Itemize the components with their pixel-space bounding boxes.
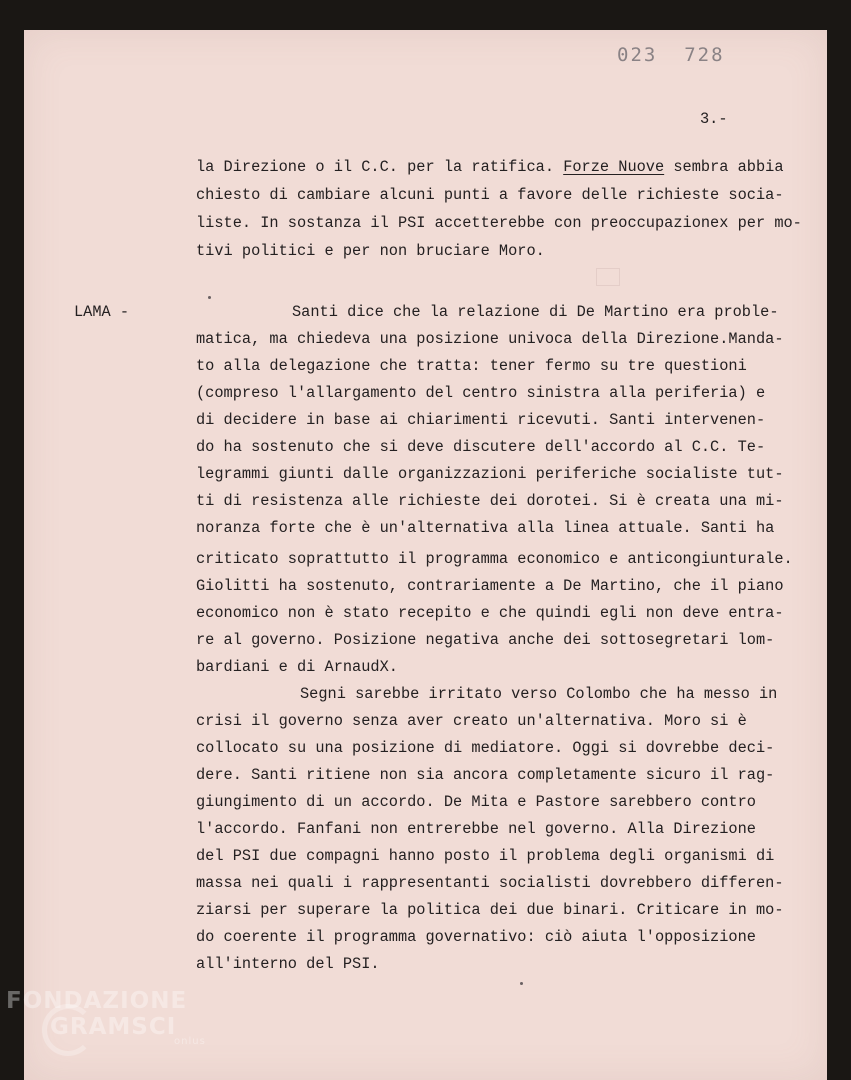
paragraph1-line: do ha sostenuto che si deve discutere dell'accordo al C.C. Te- <box>196 438 766 456</box>
paragraph1-line: legrammi giunti dalle organizzazioni periferiche socialiste tut- <box>196 465 784 483</box>
paragraph2-line: collocato su una posizione di mediatore. Oggi si dovrebbe deci- <box>196 739 775 757</box>
watermark-line3: onlus <box>174 1036 206 1047</box>
faint-paper-mark <box>596 268 620 286</box>
paragraph2-line: crisi il governo senza aver creato un'alternativa. Moro si è <box>196 712 747 730</box>
paragraph1-line: criticato soprattutto il programma economico e anticongiunturale. <box>196 550 793 568</box>
intro-line: liste. In sostanza il PSI accetterebbe con preoccupazionex per mo- <box>196 214 802 232</box>
intro-line <box>196 158 784 176</box>
paragraph1-line: matica, ma chiedeva una posizione univoca della Direzione.Manda- <box>196 330 784 348</box>
paragraph2-line: dere. Santi ritiene non sia ancora completamente sicuro il rag- <box>196 766 775 784</box>
paragraph2-line: del PSI due compagni hanno posto il problema degli organismi di <box>196 847 775 865</box>
paragraph1-line: re al governo. Posizione negativa anche dei sottosegretari lom- <box>196 631 775 649</box>
watermark-line2: GRAMSCI <box>50 1014 177 1040</box>
paragraph2-line: all'interno del PSI. <box>196 955 380 973</box>
fondazione-gramsci-watermark <box>6 988 206 1047</box>
archive-number: 023 728 <box>617 44 725 66</box>
paragraph1-line: ti di resistenza alle richieste dei dorotei. Si è creata una mi- <box>196 492 784 510</box>
paragraph2-line: giungimento di un accordo. De Mita e Pastore sarebbero contro <box>196 793 756 811</box>
paragraph1-line: economico non è stato recepito e che quindi egli non deve entra- <box>196 604 784 622</box>
paragraph2-line: ziarsi per superare la politica dei due binari. Criticare in mo- <box>196 901 784 919</box>
ink-speck <box>520 982 523 985</box>
page-number: 3.- <box>700 110 728 128</box>
paragraph1-line: (compreso l'allargamento del centro sinistra alla periferia) e <box>196 384 766 402</box>
paragraph1-line: noranza forte che è un'alternativa alla linea attuale. Santi ha <box>196 519 775 537</box>
paragraph1-line: to alla delegazione che tratta: tener fermo su tre questioni <box>196 357 747 375</box>
intro-line: chiesto di cambiare alcuni punti a favore delle richieste socia- <box>196 186 784 204</box>
paragraph1-line: Giolitti ha sostenuto, contrariamente a De Martino, che il piano <box>196 577 784 595</box>
intro-line-text: la Direzione o il C.C. per la ratifica. <box>196 158 564 176</box>
intro-line: tivi politici e per non bruciare Moro. <box>196 242 545 260</box>
watermark-line1: FONDAZIONE <box>6 988 188 1014</box>
intro-line-text: sembra abbia <box>664 158 784 176</box>
speaker-label: LAMA - <box>74 303 130 321</box>
underlined-phrase: Forze Nuove <box>563 158 665 176</box>
paragraph2-line: l'accordo. Fanfani non entrerebbe nel governo. Alla Direzione <box>196 820 756 838</box>
ink-speck <box>208 296 211 299</box>
paragraph1-line: bardiani e di ArnaudX. <box>196 658 398 676</box>
gramsci-logo-icon <box>42 1004 94 1056</box>
paragraph1-line: di decidere in base ai chiarimenti ricevuti. Santi intervenen- <box>196 411 766 429</box>
paragraph2-line: massa nei quali i rappresentanti socialisti dovrebbero differen- <box>196 874 784 892</box>
paragraph2-line: Segni sarebbe irritato verso Colombo che ha messo in <box>300 685 778 703</box>
paragraph2-line: do coerente il programma governativo: ciò aiuta l'opposizione <box>196 928 756 946</box>
paragraph1-line: Santi dice che la relazione di De Martino era proble- <box>292 303 779 321</box>
